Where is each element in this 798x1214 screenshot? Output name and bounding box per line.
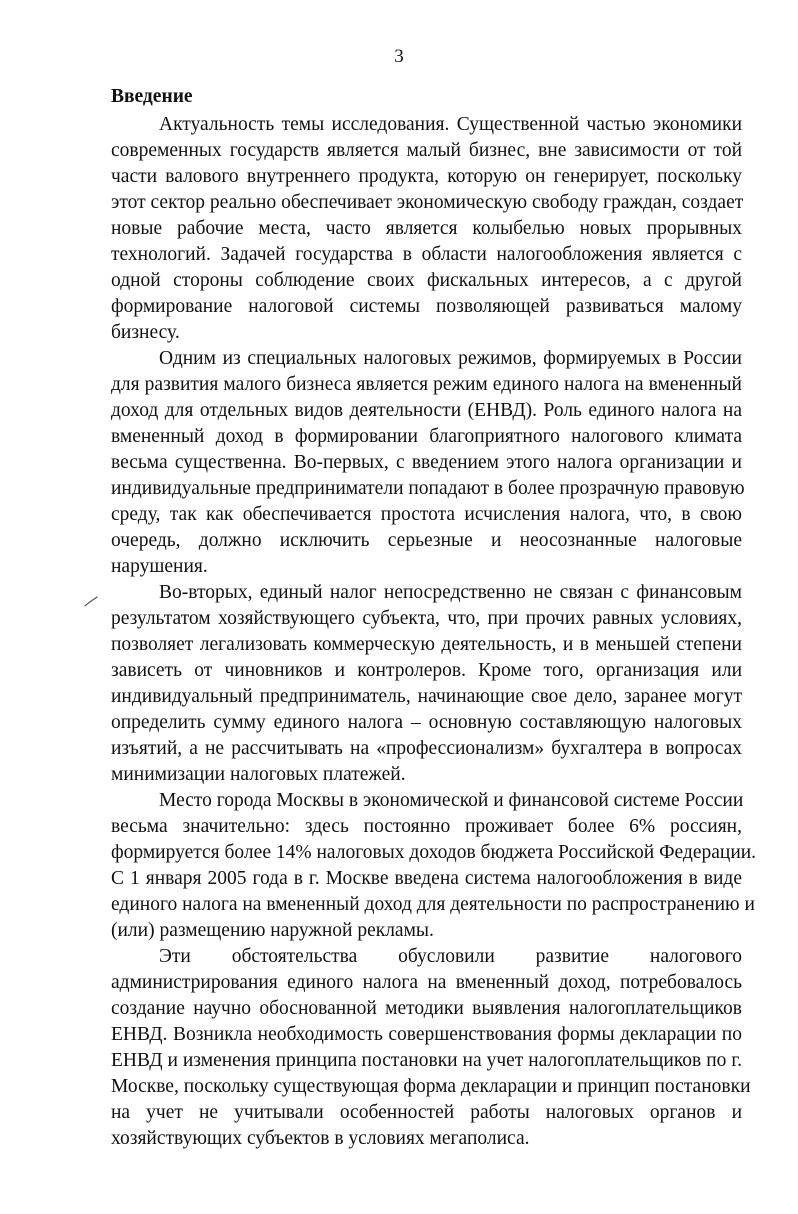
paragraph-line: ЕНВД и изменения принципа постановки на учет налогоплательщиков по г. <box>111 1050 742 1071</box>
paragraph-line: хозяйствующих субъектов в условиях мегаполиса. <box>111 1128 530 1149</box>
section-heading: Введение <box>111 86 193 107</box>
paragraph-line: единого налога на вмененный доход для деятельности по распространению и <box>111 894 755 915</box>
paragraph-line: Во-вторых, единый налог непосредственно не связан с финансовым <box>159 582 742 603</box>
paragraph-line: технологий. Задачей государства в области налогообложения является с <box>111 244 742 265</box>
paragraph-line: нарушения. <box>111 556 208 577</box>
paragraph-line: формирование налоговой системы позволяющей развиваться малому <box>111 296 742 317</box>
paragraph-line: весьма существенна. Во-первых, с введением этого налога организации и <box>111 452 742 473</box>
paragraph-line: Место города Москвы в экономической и финансовой системе России <box>159 790 744 811</box>
paragraph-line: Эти обстоятельства обусловили развитие налогового <box>159 946 742 967</box>
paragraph-line: создание научно обоснованной методики выявления налогоплательщиков <box>111 998 742 1019</box>
paragraph-line: администрирования единого налога на вмененный доход, потребовалось <box>111 972 742 993</box>
paragraph-line: формируется более 14% налоговых доходов бюджета Российской Федерации. <box>111 842 757 863</box>
paragraph-line: для развития малого бизнеса является режим единого налога на вмененный <box>111 374 742 395</box>
paragraph-line: одной стороны соблюдение своих фискальных интересов, а с другой <box>111 270 742 291</box>
paragraph-line: вмененный доход в формировании благоприятного налогового климата <box>111 426 742 447</box>
paragraph-line: новые рабочие места, часто является колыбелью новых прорывных <box>111 218 742 239</box>
paragraph-line: результатом хозяйствующего субъекта, что, при прочих равных условиях, <box>111 608 742 629</box>
paragraph-line: на учет не учитывали особенностей работы налоговых органов и <box>111 1102 742 1123</box>
paragraph-line: Москве, поскольку существующая форма декларации и принцип постановки <box>111 1076 751 1097</box>
margin-mark-icon <box>84 596 98 608</box>
paragraph-line: минимизации налоговых платежей. <box>111 764 406 785</box>
paragraph-line: ЕНВД. Возникла необходимость совершенствования формы декларации по <box>111 1024 742 1045</box>
paragraph-line: индивидуальные предприниматели попадают в более прозрачную правовую <box>111 478 745 499</box>
paragraph-line: бизнесу. <box>111 322 180 343</box>
paragraph-line: этот сектор реально обеспечивает экономическую свободу граждан, создает <box>111 192 744 213</box>
paragraph-line: зависеть от чиновников и контролеров. Кроме того, организация или <box>111 660 742 681</box>
paragraph-line: Одним из специальных налоговых режимов, формируемых в России <box>159 348 742 369</box>
paragraph-line: среду, так как обеспечивается простота исчисления налога, что, в свою <box>111 504 742 525</box>
paragraph-line: весьма значительно: здесь постоянно проживает более 6% россиян, <box>111 816 742 837</box>
paragraph-line: современных государств является малый бизнес, вне зависимости от той <box>111 140 742 161</box>
paragraph-line: позволяет легализовать коммерческую деятельность, и в меньшей степени <box>111 634 742 655</box>
paragraph-line: изъятий, а не рассчитывать на «профессионализм» бухгалтера в вопросах <box>111 738 742 759</box>
paragraph-line: Актуальность темы исследования. Существенной частью экономики <box>159 114 742 135</box>
paragraph-line: определить сумму единого налога – основную составляющую налоговых <box>111 712 742 733</box>
paragraph-line: части валового внутреннего продукта, которую он генерирует, поскольку <box>111 166 742 187</box>
paragraph-line: очередь, должно исключить серьезные и неосознанные налоговые <box>111 530 742 551</box>
page-number: 3 <box>394 46 404 67</box>
paragraph-line: С 1 января 2005 года в г. Москве введена система налогообложения в виде <box>111 868 742 889</box>
paragraph-line: доход для отдельных видов деятельности (ЕНВД). Роль единого налога на <box>111 400 742 421</box>
paragraph-line: (или) размещению наружной рекламы. <box>111 920 434 941</box>
paragraph-line: индивидуальный предприниматель, начинающие свое дело, заранее могут <box>111 686 742 707</box>
